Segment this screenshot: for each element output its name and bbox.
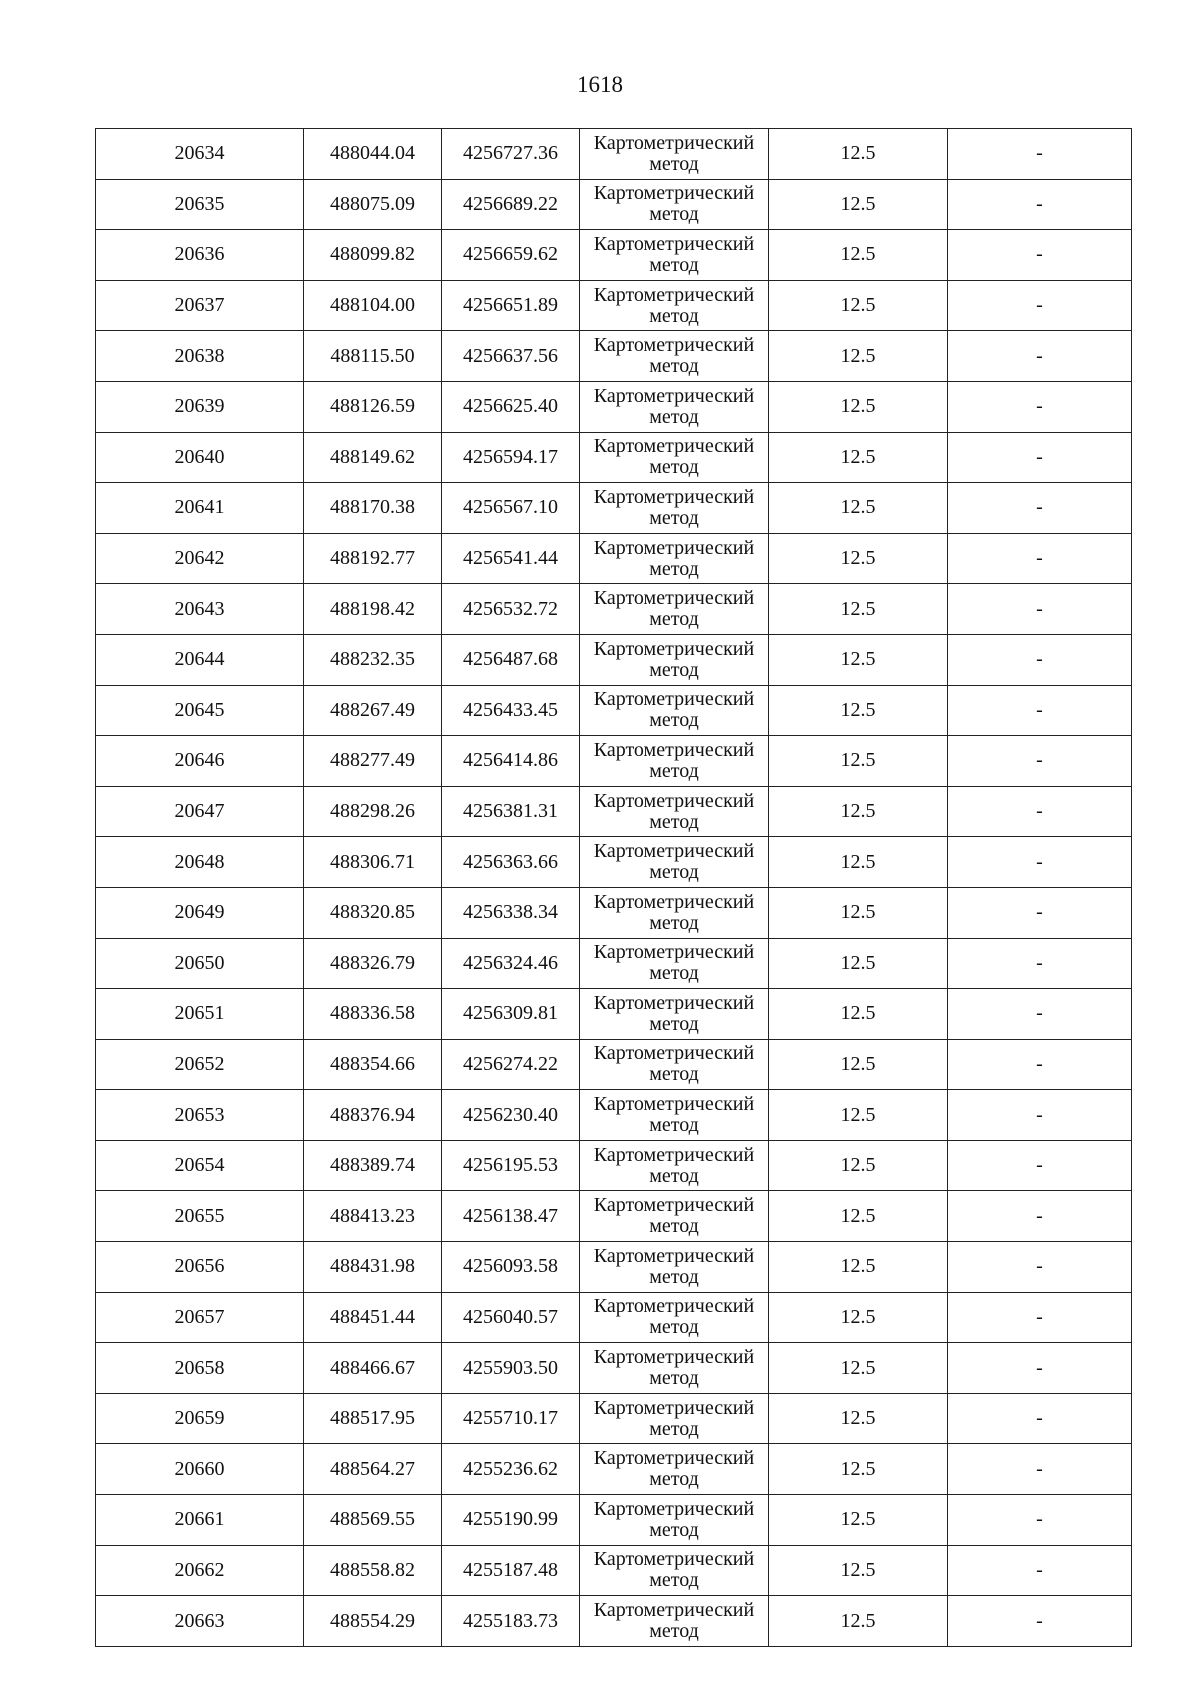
- y-coordinate-cell: 4256433.45: [442, 685, 580, 736]
- method-line-1: Картометрический: [593, 1396, 755, 1419]
- table-row: [96, 179, 1132, 230]
- method-cell: [580, 1140, 769, 1191]
- accuracy-cell: 12.5: [769, 1444, 948, 1495]
- x-coordinate-cell: 488277.49: [304, 736, 442, 787]
- y-coordinate-cell: 4256651.89: [442, 280, 580, 331]
- method-line-1: Картометрический: [593, 991, 755, 1014]
- x-coordinate-cell: 488466.67: [304, 1343, 442, 1394]
- table-row: [96, 483, 1132, 534]
- y-coordinate-cell: 4256363.66: [442, 837, 580, 888]
- x-coordinate-cell: 488431.98: [304, 1242, 442, 1293]
- accuracy-cell: 12.5: [769, 989, 948, 1040]
- description-cell: -: [948, 432, 1132, 483]
- description-cell: -: [948, 938, 1132, 989]
- method-line-2: метод: [649, 608, 699, 631]
- method-cell: [580, 736, 769, 787]
- method-line-2: метод: [649, 152, 699, 175]
- accuracy-cell: 12.5: [769, 432, 948, 483]
- method-line-1: Картометрический: [593, 232, 755, 255]
- method-line-2: метод: [649, 1518, 699, 1541]
- method-line-2: метод: [649, 759, 699, 782]
- table-row: [96, 736, 1132, 787]
- method-line-2: метод: [649, 1468, 699, 1491]
- accuracy-cell: 12.5: [769, 331, 948, 382]
- x-coordinate-cell: 488149.62: [304, 432, 442, 483]
- method-line-2: метод: [649, 203, 699, 226]
- y-coordinate-cell: 4256659.62: [442, 230, 580, 281]
- point-id-cell: 20663: [96, 1596, 304, 1647]
- method-line-1: Картометрический: [593, 789, 755, 812]
- point-id-cell: 20637: [96, 280, 304, 331]
- method-line-1: Картометрический: [593, 637, 755, 660]
- point-id-cell: 20656: [96, 1242, 304, 1293]
- coordinates-table: [95, 128, 1132, 1647]
- accuracy-cell: 12.5: [769, 1090, 948, 1141]
- accuracy-cell: 12.5: [769, 1242, 948, 1293]
- method-cell: [580, 1343, 769, 1394]
- y-coordinate-cell: 4255236.62: [442, 1444, 580, 1495]
- method-line-1: Картометрический: [593, 1143, 755, 1166]
- method-line-2: метод: [649, 253, 699, 276]
- method-cell: [580, 1545, 769, 1596]
- accuracy-cell: 12.5: [769, 179, 948, 230]
- method-line-2: метод: [649, 1569, 699, 1592]
- description-cell: -: [948, 1090, 1132, 1141]
- x-coordinate-cell: 488558.82: [304, 1545, 442, 1596]
- accuracy-cell: 12.5: [769, 1191, 948, 1242]
- method-line-1: Картометрический: [593, 384, 755, 407]
- description-cell: -: [948, 483, 1132, 534]
- description-cell: -: [948, 533, 1132, 584]
- description-cell: -: [948, 1191, 1132, 1242]
- description-cell: -: [948, 736, 1132, 787]
- description-cell: -: [948, 331, 1132, 382]
- method-line-1: Картометрический: [593, 1093, 755, 1116]
- x-coordinate-cell: 488564.27: [304, 1444, 442, 1495]
- point-id-cell: 20654: [96, 1140, 304, 1191]
- y-coordinate-cell: 4256309.81: [442, 989, 580, 1040]
- accuracy-cell: 12.5: [769, 1343, 948, 1394]
- table-row: [96, 129, 1132, 180]
- point-id-cell: 20634: [96, 129, 304, 180]
- x-coordinate-cell: 488320.85: [304, 887, 442, 938]
- method-cell: [580, 381, 769, 432]
- description-cell: -: [948, 230, 1132, 281]
- method-line-2: метод: [649, 1114, 699, 1137]
- point-id-cell: 20660: [96, 1444, 304, 1495]
- method-line-2: метод: [649, 962, 699, 985]
- description-cell: -: [948, 280, 1132, 331]
- x-coordinate-cell: 488306.71: [304, 837, 442, 888]
- y-coordinate-cell: 4256689.22: [442, 179, 580, 230]
- method-line-2: метод: [649, 1316, 699, 1339]
- point-id-cell: 20642: [96, 533, 304, 584]
- description-cell: -: [948, 584, 1132, 635]
- table-row: [96, 381, 1132, 432]
- y-coordinate-cell: 4256487.68: [442, 634, 580, 685]
- y-coordinate-cell: 4255187.48: [442, 1545, 580, 1596]
- description-cell: -: [948, 634, 1132, 685]
- method-cell: [580, 938, 769, 989]
- table-row: [96, 1545, 1132, 1596]
- description-cell: -: [948, 1444, 1132, 1495]
- point-id-cell: 20662: [96, 1545, 304, 1596]
- point-id-cell: 20636: [96, 230, 304, 281]
- accuracy-cell: 12.5: [769, 1545, 948, 1596]
- method-line-1: Картометрический: [593, 1346, 755, 1369]
- description-cell: -: [948, 179, 1132, 230]
- page-number: 1618: [577, 72, 623, 97]
- description-cell: -: [948, 786, 1132, 837]
- y-coordinate-cell: 4256637.56: [442, 331, 580, 382]
- method-cell: [580, 634, 769, 685]
- point-id-cell: 20649: [96, 887, 304, 938]
- table-row: [96, 1495, 1132, 1546]
- accuracy-cell: 12.5: [769, 584, 948, 635]
- method-cell: [580, 280, 769, 331]
- accuracy-cell: 12.5: [769, 381, 948, 432]
- table-row: [96, 1140, 1132, 1191]
- x-coordinate-cell: 488099.82: [304, 230, 442, 281]
- method-cell: [580, 483, 769, 534]
- x-coordinate-cell: 488326.79: [304, 938, 442, 989]
- method-cell: [580, 432, 769, 483]
- accuracy-cell: 12.5: [769, 736, 948, 787]
- method-line-2: метод: [649, 1012, 699, 1035]
- y-coordinate-cell: 4256093.58: [442, 1242, 580, 1293]
- x-coordinate-cell: 488413.23: [304, 1191, 442, 1242]
- table-row: [96, 1343, 1132, 1394]
- y-coordinate-cell: 4256274.22: [442, 1039, 580, 1090]
- x-coordinate-cell: 488192.77: [304, 533, 442, 584]
- accuracy-cell: 12.5: [769, 483, 948, 534]
- method-line-1: Картометрический: [593, 334, 755, 357]
- table-row: [96, 1292, 1132, 1343]
- method-line-1: Картометрический: [593, 1447, 755, 1470]
- table-row: [96, 1191, 1132, 1242]
- method-cell: [580, 533, 769, 584]
- method-line-2: метод: [649, 304, 699, 327]
- method-line-2: метод: [649, 1620, 699, 1643]
- description-cell: -: [948, 1393, 1132, 1444]
- table-body: [96, 129, 1132, 1647]
- method-line-2: метод: [649, 1367, 699, 1390]
- accuracy-cell: 12.5: [769, 887, 948, 938]
- y-coordinate-cell: 4256381.31: [442, 786, 580, 837]
- table-row: [96, 533, 1132, 584]
- accuracy-cell: 12.5: [769, 230, 948, 281]
- accuracy-cell: 12.5: [769, 1596, 948, 1647]
- point-id-cell: 20661: [96, 1495, 304, 1546]
- method-line-1: Картометрический: [593, 890, 755, 913]
- method-cell: [580, 786, 769, 837]
- point-id-cell: 20651: [96, 989, 304, 1040]
- y-coordinate-cell: 4256230.40: [442, 1090, 580, 1141]
- point-id-cell: 20658: [96, 1343, 304, 1394]
- method-line-2: метод: [649, 355, 699, 378]
- x-coordinate-cell: 488451.44: [304, 1292, 442, 1343]
- accuracy-cell: 12.5: [769, 1393, 948, 1444]
- table-row: [96, 634, 1132, 685]
- method-line-1: Картометрический: [593, 1295, 755, 1318]
- x-coordinate-cell: 488126.59: [304, 381, 442, 432]
- y-coordinate-cell: 4256567.10: [442, 483, 580, 534]
- method-cell: [580, 331, 769, 382]
- method-line-1: Картометрический: [593, 738, 755, 761]
- x-coordinate-cell: 488104.00: [304, 280, 442, 331]
- description-cell: -: [948, 887, 1132, 938]
- method-cell: [580, 1039, 769, 1090]
- method-cell: [580, 1292, 769, 1343]
- y-coordinate-cell: 4256040.57: [442, 1292, 580, 1343]
- method-cell: [580, 837, 769, 888]
- accuracy-cell: 12.5: [769, 685, 948, 736]
- table-row: [96, 938, 1132, 989]
- accuracy-cell: 12.5: [769, 786, 948, 837]
- y-coordinate-cell: 4256727.36: [442, 129, 580, 180]
- method-cell: [580, 1495, 769, 1546]
- method-line-1: Картометрический: [593, 1194, 755, 1217]
- description-cell: -: [948, 1140, 1132, 1191]
- method-line-2: метод: [649, 456, 699, 479]
- accuracy-cell: 12.5: [769, 837, 948, 888]
- description-cell: -: [948, 129, 1132, 180]
- method-line-2: метод: [649, 405, 699, 428]
- method-cell: [580, 1596, 769, 1647]
- method-line-1: Картометрический: [593, 587, 755, 610]
- method-line-1: Картометрический: [593, 131, 755, 154]
- point-id-cell: 20639: [96, 381, 304, 432]
- method-line-2: метод: [649, 1063, 699, 1086]
- method-line-2: метод: [649, 506, 699, 529]
- x-coordinate-cell: 488198.42: [304, 584, 442, 635]
- point-id-cell: 20650: [96, 938, 304, 989]
- y-coordinate-cell: 4255903.50: [442, 1343, 580, 1394]
- x-coordinate-cell: 488389.74: [304, 1140, 442, 1191]
- accuracy-cell: 12.5: [769, 634, 948, 685]
- method-cell: [580, 1242, 769, 1293]
- y-coordinate-cell: 4256625.40: [442, 381, 580, 432]
- x-coordinate-cell: 488075.09: [304, 179, 442, 230]
- method-line-2: метод: [649, 911, 699, 934]
- point-id-cell: 20638: [96, 331, 304, 382]
- accuracy-cell: 12.5: [769, 1140, 948, 1191]
- table-row: [96, 280, 1132, 331]
- table-row: [96, 432, 1132, 483]
- point-id-cell: 20657: [96, 1292, 304, 1343]
- x-coordinate-cell: 488517.95: [304, 1393, 442, 1444]
- method-cell: [580, 1444, 769, 1495]
- x-coordinate-cell: 488232.35: [304, 634, 442, 685]
- description-cell: -: [948, 1343, 1132, 1394]
- point-id-cell: 20646: [96, 736, 304, 787]
- description-cell: -: [948, 1242, 1132, 1293]
- method-line-1: Картометрический: [593, 182, 755, 205]
- table-row: [96, 1444, 1132, 1495]
- description-cell: -: [948, 1596, 1132, 1647]
- y-coordinate-cell: 4256541.44: [442, 533, 580, 584]
- x-coordinate-cell: 488554.29: [304, 1596, 442, 1647]
- x-coordinate-cell: 488267.49: [304, 685, 442, 736]
- method-line-2: метод: [649, 709, 699, 732]
- point-id-cell: 20643: [96, 584, 304, 635]
- point-id-cell: 20645: [96, 685, 304, 736]
- method-line-2: метод: [649, 658, 699, 681]
- accuracy-cell: 12.5: [769, 938, 948, 989]
- method-line-2: метод: [649, 861, 699, 884]
- x-coordinate-cell: 488354.66: [304, 1039, 442, 1090]
- point-id-cell: 20644: [96, 634, 304, 685]
- method-line-1: Картометрический: [593, 1599, 755, 1622]
- method-line-1: Картометрический: [593, 688, 755, 711]
- method-cell: [580, 685, 769, 736]
- x-coordinate-cell: 488569.55: [304, 1495, 442, 1546]
- description-cell: -: [948, 837, 1132, 888]
- description-cell: -: [948, 1292, 1132, 1343]
- y-coordinate-cell: 4256532.72: [442, 584, 580, 635]
- accuracy-cell: 12.5: [769, 129, 948, 180]
- accuracy-cell: 12.5: [769, 280, 948, 331]
- method-line-2: метод: [649, 1265, 699, 1288]
- table-row: [96, 786, 1132, 837]
- method-line-2: метод: [649, 1164, 699, 1187]
- point-id-cell: 20648: [96, 837, 304, 888]
- x-coordinate-cell: 488115.50: [304, 331, 442, 382]
- method-cell: [580, 1090, 769, 1141]
- x-coordinate-cell: 488336.58: [304, 989, 442, 1040]
- accuracy-cell: 12.5: [769, 1292, 948, 1343]
- method-line-1: Картометрический: [593, 435, 755, 458]
- method-line-1: Картометрический: [593, 840, 755, 863]
- description-cell: -: [948, 1545, 1132, 1596]
- table-row: [96, 230, 1132, 281]
- y-coordinate-cell: 4255190.99: [442, 1495, 580, 1546]
- x-coordinate-cell: 488298.26: [304, 786, 442, 837]
- point-id-cell: 20635: [96, 179, 304, 230]
- y-coordinate-cell: 4256594.17: [442, 432, 580, 483]
- method-line-1: Картометрический: [593, 536, 755, 559]
- description-cell: -: [948, 381, 1132, 432]
- method-line-1: Картометрический: [593, 485, 755, 508]
- description-cell: -: [948, 685, 1132, 736]
- point-id-cell: 20640: [96, 432, 304, 483]
- method-line-2: метод: [649, 1215, 699, 1238]
- accuracy-cell: 12.5: [769, 1495, 948, 1546]
- table-row: [96, 837, 1132, 888]
- description-cell: -: [948, 989, 1132, 1040]
- y-coordinate-cell: 4255710.17: [442, 1393, 580, 1444]
- method-cell: [580, 179, 769, 230]
- method-cell: [580, 887, 769, 938]
- method-line-1: Картометрический: [593, 283, 755, 306]
- y-coordinate-cell: 4256138.47: [442, 1191, 580, 1242]
- y-coordinate-cell: 4256324.46: [442, 938, 580, 989]
- x-coordinate-cell: 488044.04: [304, 129, 442, 180]
- point-id-cell: 20641: [96, 483, 304, 534]
- method-cell: [580, 129, 769, 180]
- point-id-cell: 20659: [96, 1393, 304, 1444]
- y-coordinate-cell: 4256414.86: [442, 736, 580, 787]
- method-line-1: Картометрический: [593, 1042, 755, 1065]
- table-row: [96, 685, 1132, 736]
- method-line-2: метод: [649, 810, 699, 833]
- x-coordinate-cell: 488170.38: [304, 483, 442, 534]
- point-id-cell: 20653: [96, 1090, 304, 1141]
- table-row: [96, 1039, 1132, 1090]
- table-row: [96, 887, 1132, 938]
- table-row: [96, 1393, 1132, 1444]
- table-row: [96, 1596, 1132, 1647]
- y-coordinate-cell: 4256338.34: [442, 887, 580, 938]
- accuracy-cell: 12.5: [769, 533, 948, 584]
- table-row: [96, 331, 1132, 382]
- point-id-cell: 20655: [96, 1191, 304, 1242]
- description-cell: -: [948, 1039, 1132, 1090]
- table-row: [96, 584, 1132, 635]
- table-row: [96, 1242, 1132, 1293]
- point-id-cell: 20652: [96, 1039, 304, 1090]
- method-cell: [580, 584, 769, 635]
- method-line-1: Картометрический: [593, 1244, 755, 1267]
- x-coordinate-cell: 488376.94: [304, 1090, 442, 1141]
- method-cell: [580, 230, 769, 281]
- method-cell: [580, 989, 769, 1040]
- point-id-cell: 20647: [96, 786, 304, 837]
- method-line-1: Картометрический: [593, 1548, 755, 1571]
- y-coordinate-cell: 4255183.73: [442, 1596, 580, 1647]
- table-row: [96, 989, 1132, 1040]
- table-row: [96, 1090, 1132, 1141]
- method-cell: [580, 1191, 769, 1242]
- method-line-2: метод: [649, 1417, 699, 1440]
- method-line-1: Картометрический: [593, 1497, 755, 1520]
- method-line-1: Картометрический: [593, 941, 755, 964]
- method-line-2: метод: [649, 557, 699, 580]
- accuracy-cell: 12.5: [769, 1039, 948, 1090]
- y-coordinate-cell: 4256195.53: [442, 1140, 580, 1191]
- description-cell: -: [948, 1495, 1132, 1546]
- method-cell: [580, 1393, 769, 1444]
